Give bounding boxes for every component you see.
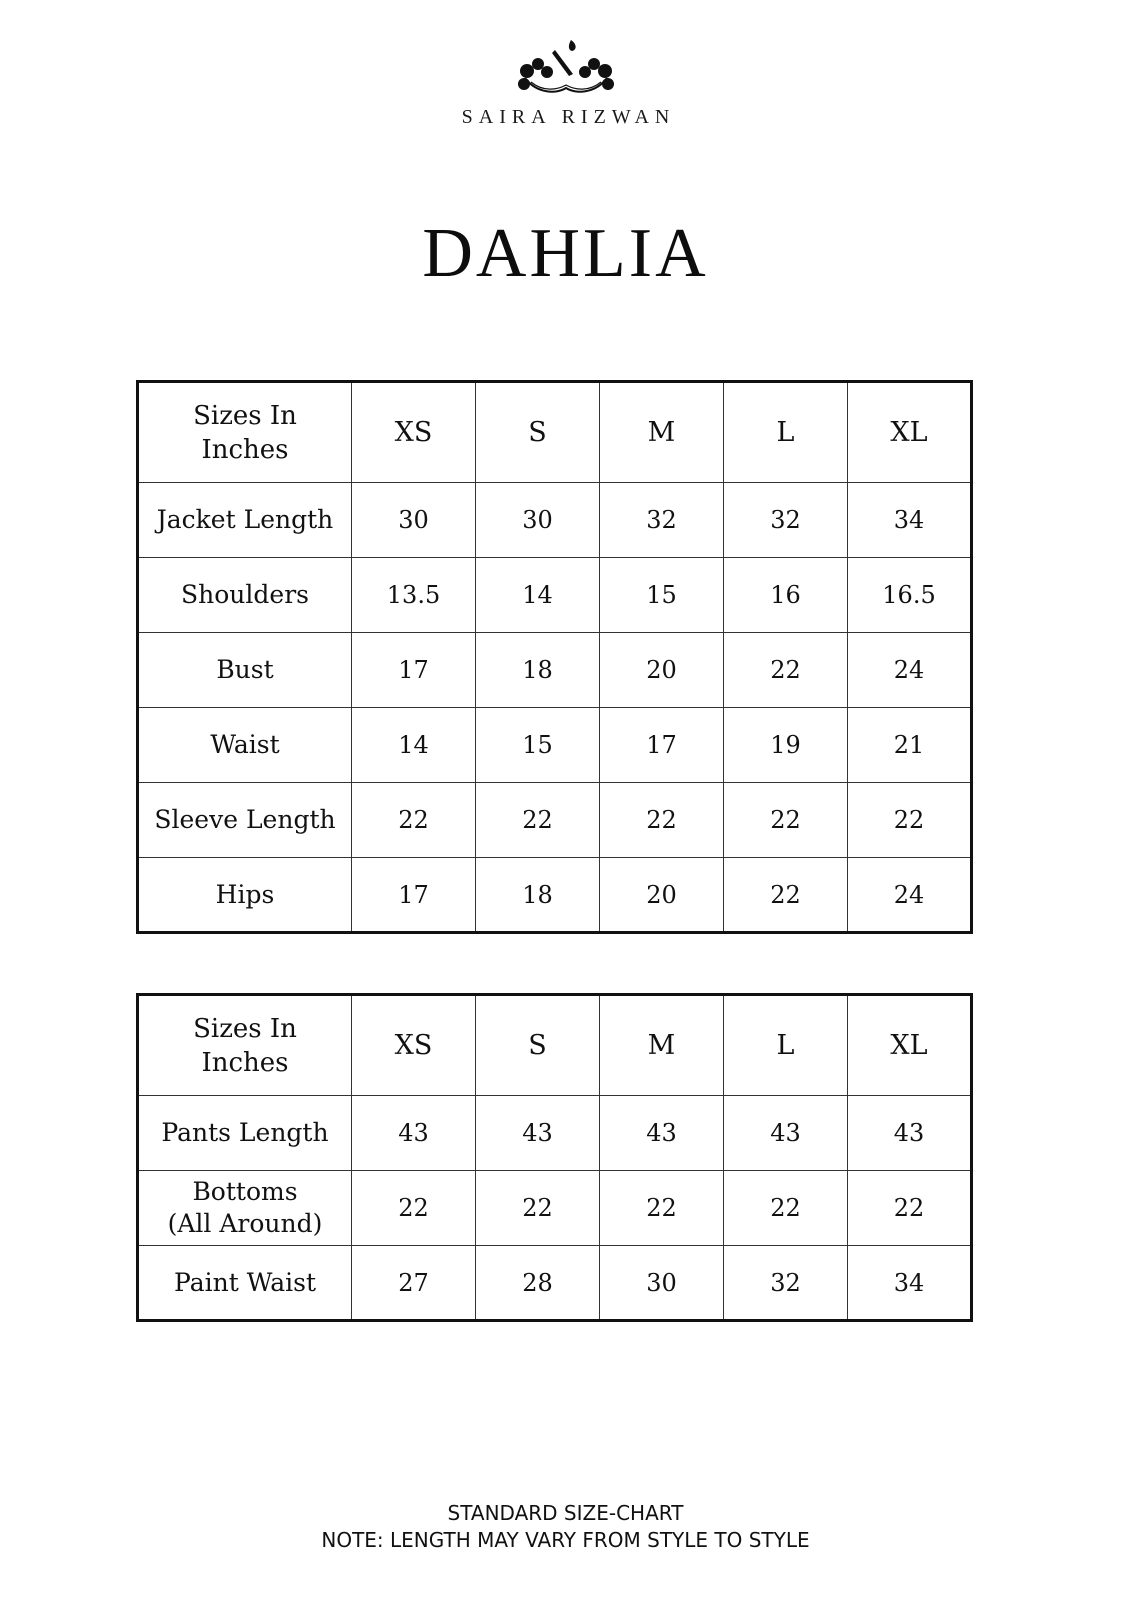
cell-value: 14 xyxy=(352,708,476,783)
cell-value: 22 xyxy=(352,1171,476,1246)
cell-value: 16 xyxy=(724,558,848,633)
table-row xyxy=(138,1171,972,1246)
cell-value: 18 xyxy=(476,858,600,933)
cell-value: 32 xyxy=(724,483,848,558)
size-header-xs: XS xyxy=(352,995,476,1096)
row-label: Waist xyxy=(138,708,352,783)
cell-value: 43 xyxy=(600,1096,724,1171)
table-row xyxy=(138,558,972,633)
cell-value: 32 xyxy=(724,1246,848,1321)
size-header-xl: XL xyxy=(848,382,972,483)
cell-value: 15 xyxy=(476,708,600,783)
row-label: Shoulders xyxy=(138,558,352,633)
cell-value: 22 xyxy=(476,783,600,858)
row-label-line1: Bottoms xyxy=(192,1177,298,1206)
product-title: DAHLIA xyxy=(422,215,709,292)
cell-value: 20 xyxy=(600,633,724,708)
table-row xyxy=(138,708,972,783)
cell-value: 34 xyxy=(848,1246,972,1321)
cell-value: 34 xyxy=(848,483,972,558)
bottom-size-table xyxy=(136,993,973,1322)
brand-logo xyxy=(0,38,1131,129)
cell-value: 43 xyxy=(848,1096,972,1171)
table-row xyxy=(138,858,972,933)
cell-value: 43 xyxy=(476,1096,600,1171)
row-label: Paint Waist xyxy=(138,1246,352,1321)
size-header-l: L xyxy=(724,995,848,1096)
cell-value: 22 xyxy=(600,783,724,858)
footer-disclaimer: NOTE: LENGTH MAY VARY FROM STYLE TO STYLE xyxy=(321,1528,810,1552)
cell-value: 16.5 xyxy=(848,558,972,633)
cell-value: 22 xyxy=(724,633,848,708)
cell-value: 27 xyxy=(352,1246,476,1321)
table-row xyxy=(138,633,972,708)
cell-value: 30 xyxy=(476,483,600,558)
cell-value: 28 xyxy=(476,1246,600,1321)
cell-value: 22 xyxy=(724,858,848,933)
cell-value: 22 xyxy=(352,783,476,858)
size-header-m: M xyxy=(600,995,724,1096)
footer-title: STANDARD SIZE-CHART xyxy=(447,1501,684,1525)
brand-name: SAIRA RIZWAN xyxy=(461,106,676,128)
cell-value: 22 xyxy=(848,1171,972,1246)
cell-value: 18 xyxy=(476,633,600,708)
row-label xyxy=(138,1171,352,1246)
cell-value: 22 xyxy=(476,1171,600,1246)
cell-value: 22 xyxy=(600,1171,724,1246)
row-label: Sleeve Length xyxy=(138,783,352,858)
floral-s-monogram-icon xyxy=(511,38,621,100)
size-header-xs: XS xyxy=(352,382,476,483)
footer-note xyxy=(0,1500,1131,1554)
table-header-row xyxy=(138,995,972,1096)
cell-value: 22 xyxy=(724,783,848,858)
row-label: Hips xyxy=(138,858,352,933)
cell-value: 43 xyxy=(724,1096,848,1171)
size-header-xl: XL xyxy=(848,995,972,1096)
cell-value: 21 xyxy=(848,708,972,783)
cell-value: 30 xyxy=(352,483,476,558)
row-label: Pants Length xyxy=(138,1096,352,1171)
sizes-in-inches-header xyxy=(138,995,352,1096)
header-line2: Inches xyxy=(201,1047,289,1078)
cell-value: 22 xyxy=(848,783,972,858)
size-header-s: S xyxy=(476,995,600,1096)
cell-value: 17 xyxy=(352,633,476,708)
cell-value: 17 xyxy=(600,708,724,783)
cell-value: 24 xyxy=(848,633,972,708)
table-row xyxy=(138,783,972,858)
cell-value: 32 xyxy=(600,483,724,558)
size-header-l: L xyxy=(724,382,848,483)
header-line1: Sizes In xyxy=(193,400,297,431)
row-label-line2: (All Around) xyxy=(167,1209,323,1238)
table-row xyxy=(138,1246,972,1321)
cell-value: 22 xyxy=(724,1171,848,1246)
cell-value: 15 xyxy=(600,558,724,633)
sizes-in-inches-header xyxy=(138,382,352,483)
table-header-row xyxy=(138,382,972,483)
header-line2: Inches xyxy=(201,434,289,465)
cell-value: 24 xyxy=(848,858,972,933)
cell-value: 20 xyxy=(600,858,724,933)
table-row xyxy=(138,483,972,558)
row-label: Jacket Length xyxy=(138,483,352,558)
top-size-table xyxy=(136,380,973,934)
header-line1: Sizes In xyxy=(193,1013,297,1044)
cell-value: 30 xyxy=(600,1246,724,1321)
table-row xyxy=(138,1096,972,1171)
cell-value: 13.5 xyxy=(352,558,476,633)
size-header-m: M xyxy=(600,382,724,483)
cell-value: 19 xyxy=(724,708,848,783)
size-header-s: S xyxy=(476,382,600,483)
cell-value: 43 xyxy=(352,1096,476,1171)
cell-value: 14 xyxy=(476,558,600,633)
row-label: Bust xyxy=(138,633,352,708)
cell-value: 17 xyxy=(352,858,476,933)
